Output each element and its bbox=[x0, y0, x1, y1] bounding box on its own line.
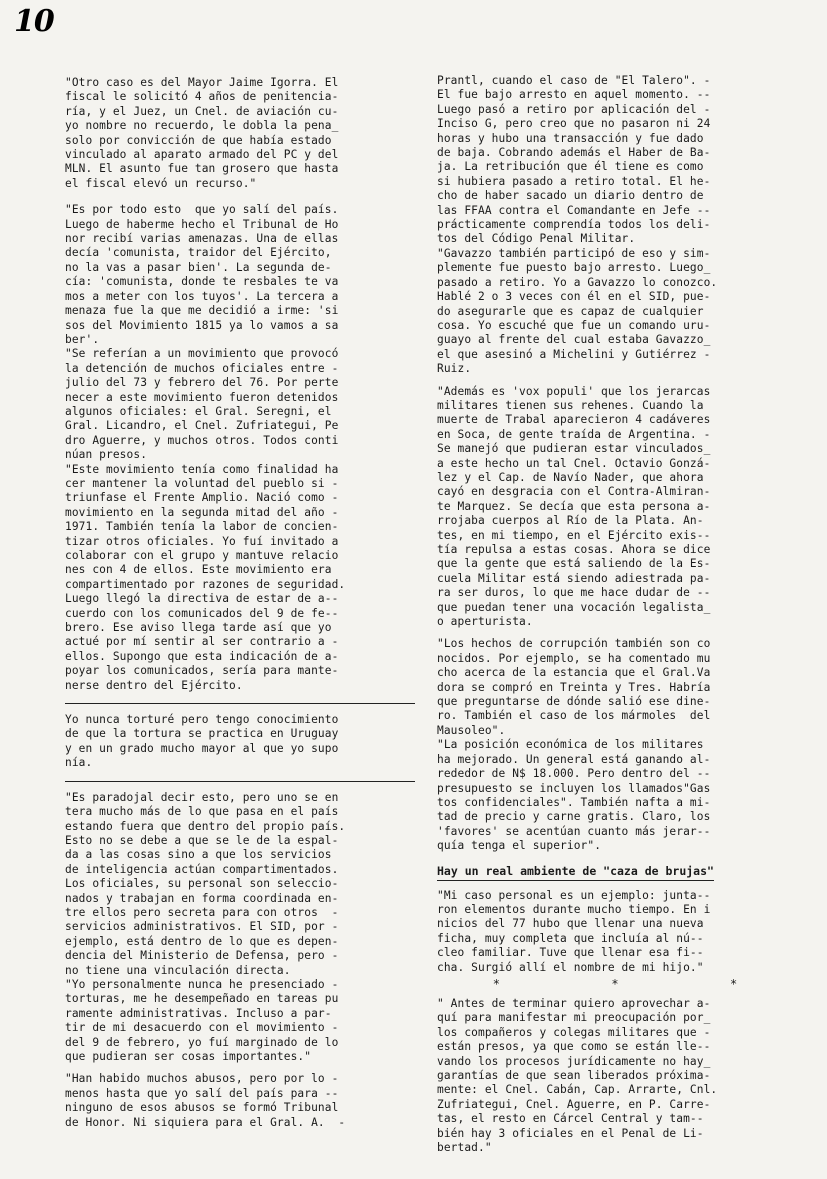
paragraph-prantl: Prantl, cuando el caso de "El Talero". - El fue bajo arresto en aquel momento. -- Luego pasó a retiro por aplicación del - Inciso G, pero creo que no pasaron ni 24 horas y hubo una transacción y fue dado de baja. Cobrando además el Haber de Ba- ja. La retribución que él tiene es como si hubiera pasado a retiro total. El he- cho de haber sacado un diario dentro de las FFAA contra el Comandante en Jefe -- prácticamente comprendía todos los deli- tos del Código Penal Militar. bbox=[437, 74, 711, 246]
paragraph-threats: "Es por todo esto que yo salí del país. Luego de haberme hecho el Tribunal de Ho nor recibí varias amenazas. Una de ellas decía 'comunista, traidor del Ejército, no la vas a pasar bien'. La segunda de- cía: 'comunista, donde te resbales te va mos a meter con los tuyos'. La tercera a menaza fue la que me decidió a irme: 'si sos del Movimiento 1815 ya lo vamos a sa ber'. bbox=[65, 203, 339, 346]
paragraph-paradox: "Es paradojal decir esto, pero uno se en tera mucho más de lo que pasa en el país estando fuera que dentro del propio país. Esto no se debe a que se le de la espal- da a las cosas sino a que los servicios de inteligencia actúan compartimentados. Los oficiales, su personal son seleccio- nados y trabajan en forma coordinada en- tre ellos pero secreta para con otros - servicios administrativos. El SID, por - ejemplo, está dentro de lo que es depen- dencia del Ministerio de Defensa, pero - no tiene una vinculación directa. bbox=[65, 790, 346, 977]
section-separator bbox=[437, 977, 793, 991]
paragraph-movement-detentions: "Se referían a un movimiento que provocó la detención de muchos oficiales entre - julio del 73 y febrero del 76. Por perte necer a este movimiento fueron detenidos algunos oficiales: el Gral. Seregni, el Gral. Licandro, el Cnel. Zufriategui, Pe dro Aguerre, y muchos otros. Todos conti núan presos. bbox=[65, 347, 339, 462]
paragraph-corruption: "Los hechos de corrupción también son co nocidos. Por ejemplo, se ha comentado mu cho acerca de la estancia que el Gral.Va dora se compró en Treinta y Tres. Habría que preguntarse de dónde salió ese dine- ro. También el caso de los mármoles del Mausoleo". bbox=[437, 637, 711, 737]
star-separator: * bbox=[730, 976, 738, 991]
paragraph-personal-case: "Mi caso personal es un ejemplo: junta-- ron elementos durante mucho tiempo. En i nicios del 77 hubo que llenar una nueva ficha, muy completa que incluía al nú-- cleo familiar. Tuve que llenar esa fi-- cha. Surgió allí el nombre de mi hijo." bbox=[437, 888, 711, 974]
star-separator: * bbox=[611, 976, 619, 991]
left-column bbox=[65, 76, 415, 1130]
paragraph-hostages: "Además es 'vox populi' que los jerarcas militares tienen sus rehenes. Cuando la muerte de Trabal aparecieron 4 cadáveres en Soca, de gente traída de Argentina. - Se manejó que pudieran estar vinculados_ a este hecho un tal Cnel. Octavio Gonzá- lez y el Cap. de Navío Nader, que ahora cayó en desgracia con el Contra-Almiran- te Marquez. Se decía que esta persona a- rrojaba cuerpos al Río de la Plata. An- tes, en mi tiempo, en el Ejército exis-- tía repulsa a estas cosas. Ahora se dice que la gente que está saliendo de la Es- cuela Militar está siendo adiestrada pa- ra ser duros, lo que me hace dudar de -- que puedan tener una vocación legalista_ o aperturista. bbox=[437, 384, 711, 629]
paragraph-igorra-case: "Otro caso es del Mayor Jaime Igorra. El fiscal le solicitó 4 años de penitencia- ría, y el Juez, un Cnel. de aviación cu- yo nombre no recuerdo, le dobla la pena_ solo por convicción de que había estado vinculado al aparato armado del PC y del MLN. El asunto fue tan grosero que hasta el fiscal elevó un recurso." bbox=[65, 76, 339, 190]
paragraph-movement-purpose: "Este movimiento tenía como finalidad ha cer mantener la voluntad del pueblo si - triunfase el Frente Amplio. Nació como - movimiento en la segunda mitad del año - 1971. También tenía la labor de concien- tizar otros oficiales. Yo fuí invitado a colaborar con el grupo y mantuve relacio nes con 4 de ellos. Este movimiento era compartimentado por razones de seguridad. Luego llegó la directiva de estar de a-- cuerdo con los comunicados del 9 de fe-- brero. Ese aviso llega tarde así que yo actué por mí sentir al ser contrario a - ellos. Supongo que esta indicación de a- poyar los comunicados, sería para mante- nerse dentro del Ejército. bbox=[65, 462, 346, 692]
page-number: 10 bbox=[14, 4, 54, 39]
paragraph-closing: " Antes de terminar quiero aprovechar a- quí para manifestar mi preocupación por_ los compañeros y colegas militares que - están presos, ya que como se están lle-- vando los procesos jurídicamente no hay_ garantías de que sean liberados próxima- mente: el Cnel. Cabán, Cap. Arrarte, Cnl. Zufriategui, Cnel. Aguerre, en P. Carre- tas, el resto en Cárcel Central y tam-- bién hay 3 oficiales en el Penal de Li- bertad." bbox=[437, 996, 718, 1155]
right-column bbox=[437, 74, 793, 1155]
paragraph-abuses: "Han habido muchos abusos, pero por lo - menos hasta que yo salí del país para -- ninguno de esos abusos se formó Tribunal de Honor. Ni siquiera para el Gral. A. - bbox=[65, 1072, 346, 1129]
divider bbox=[65, 703, 415, 704]
divider bbox=[65, 781, 415, 782]
paragraph-personal-role: "Yo personalmente nunca he presenciado - torturas, me he desempeñado en tareas pu ramente administrativas. Incluso a par- tir de mi desacuerdo con el movimiento - del 9 de febrero, yo fuí marginado de lo que pudieran ser cosas importantes." bbox=[65, 977, 339, 1063]
paragraph-economic-position: "La posición económica de los militares ha mejorado. Un general está ganando al- rededor de N$ 18.000. Pero dentro del -- presupuesto se incluyen los llamados"Gas tos confidenciales". También nafta a mi- tad de precio y carne gratis. Claro, los 'favores' se acentúan cuanto más jerar-- quía tenga el superior". bbox=[437, 738, 711, 853]
paragraph-torture-statement: Yo nunca torturé pero tengo conocimiento de que la tortura se practica en Uruguay y en un grado mucho mayor al que yo supo nía. bbox=[65, 713, 339, 770]
star-separator: * bbox=[492, 976, 500, 991]
paragraph-gavazzo: "Gavazzo también participó de eso y sim- plemente fue puesto bajo arresto. Luego_ pasado a retiro. Yo a Gavazzo lo conozco. Hablé 2 o 3 veces con él en el SID, pue- do asegurarle que es capaz de cualquier cosa. Yo escuché que fue un comando uru- guayo al frente del cual estaba Gavazzo_ el que asesinó a Michelini y Gutiérrez - Ruiz. bbox=[437, 246, 718, 376]
section-heading: Hay un real ambiente de "caza de brujas" bbox=[437, 864, 714, 881]
